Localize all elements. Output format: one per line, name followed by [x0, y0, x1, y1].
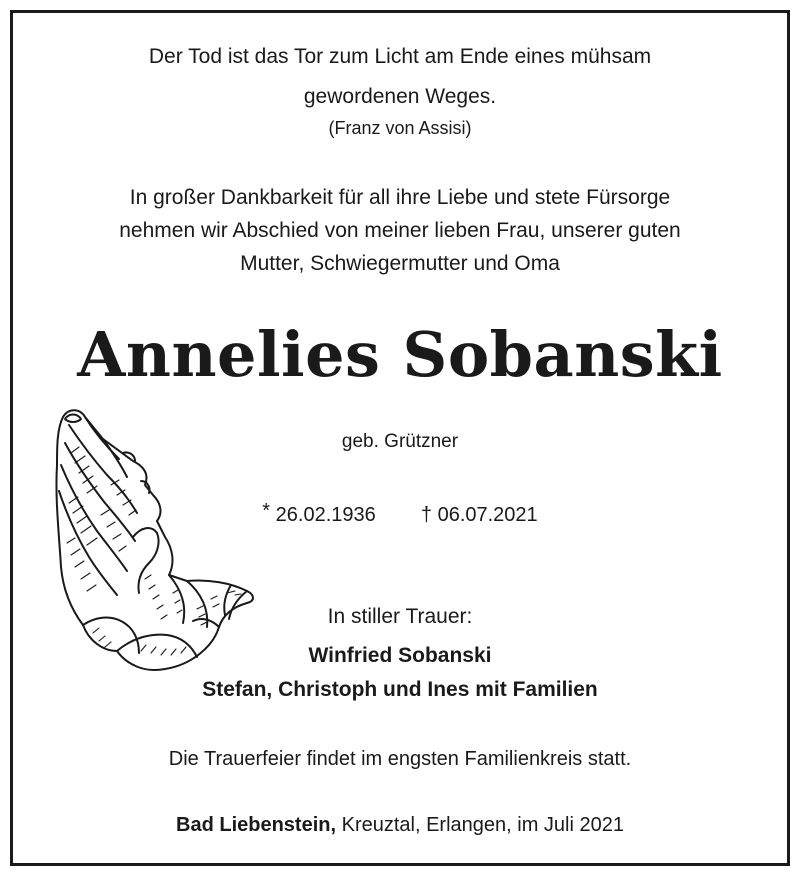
deceased-name: Annelies Sobanski: [77, 318, 723, 391]
intro-line-2: nehmen wir Abschied von meiner lieben Frau, unserer guten: [119, 219, 681, 242]
place-rest: Kreuztal, Erlangen, im Juli 2021: [336, 814, 624, 836]
praying-hands-icon: [41, 403, 261, 679]
intro-line-3: Mutter, Schwiegermutter und Oma: [240, 252, 560, 275]
quote-line-1: Der Tod ist das Tor zum Licht am Ende eines mühsam: [148, 45, 652, 68]
place-primary: Bad Liebenstein,: [176, 814, 337, 836]
place-date-line: [13, 809, 787, 841]
birth-date: 26.02.1936: [275, 504, 376, 526]
obituary-content: [13, 13, 787, 863]
mourning-label: In stiller Trauer:: [327, 605, 473, 628]
intro-line-1: In großer Dankbarkeit für all ihre Liebe und stete Fürsorge: [129, 186, 671, 209]
ceremony-note: Die Trauerfeier findet im engsten Familienkreis statt.: [168, 748, 632, 770]
death-symbol: †: [420, 504, 433, 526]
birth-name: geb. Grützner: [341, 431, 459, 452]
mourner-2: Stefan, Christoph und Ines mit Familien: [202, 678, 598, 701]
mourner-1: Winfried Sobanski: [308, 644, 492, 667]
quote-author: (Franz von Assisi): [328, 118, 472, 138]
death-date: 06.07.2021: [437, 504, 538, 526]
obituary-frame: [10, 10, 790, 866]
birth-symbol: *: [262, 500, 271, 522]
quote-line-2: gewordenen Weges.: [303, 85, 497, 108]
